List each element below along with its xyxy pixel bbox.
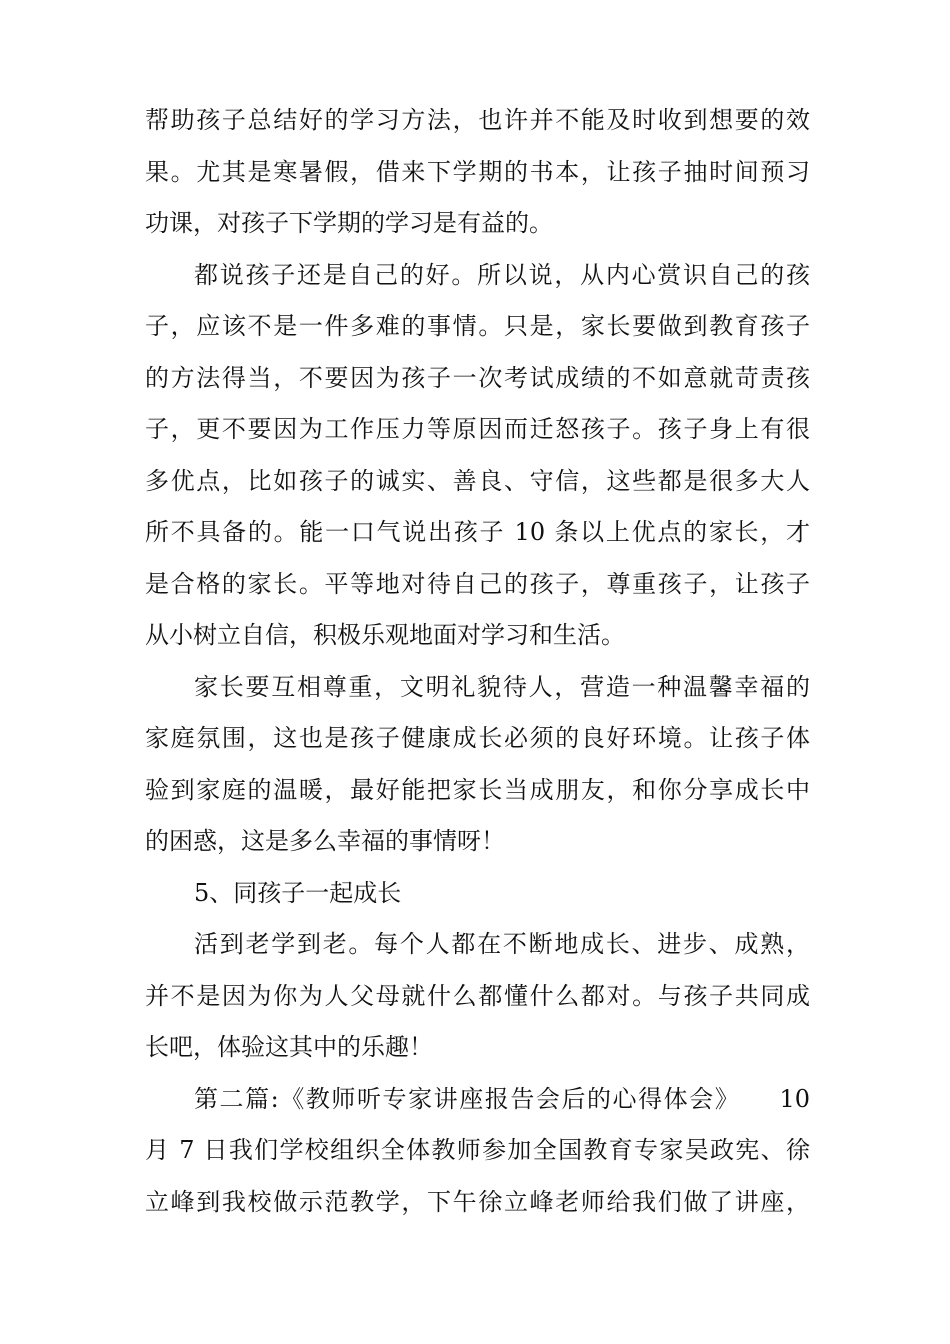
- text-line: 从小树立自信，积极乐观地面对学习和生活。: [145, 621, 625, 649]
- text-line: 都说孩子还是自己的好。所以说，从内心赏识自己的孩: [194, 260, 810, 289]
- text-line: 长吧，体验这其中的乐趣！: [145, 1033, 433, 1061]
- text-line: 立峰到我校做示范教学，下午徐立峰老师给我们做了讲座，: [145, 1187, 810, 1216]
- text-line: 验到家庭的温暖，最好能把家长当成朋友，和你分享成长中: [145, 775, 810, 804]
- text-line: 月 7 日我们学校组织全体教师参加全国教育专家吴政宪、徐: [145, 1136, 810, 1164]
- text-line: 多优点，比如孩子的诚实、善良、守信，这些都是很多大人: [145, 466, 810, 495]
- text-line: 是合格的家长。平等地对待自己的孩子，尊重孩子，让孩子: [145, 569, 810, 598]
- text-line: 子，应该不是一件多难的事情。只是，家长要做到教育孩子: [145, 312, 810, 340]
- text-line: 的方法得当，不要因为孩子一次考试成绩的不如意就苛责孩: [145, 363, 810, 392]
- text-line: 家庭氛围，这也是孩子健康成长必须的良好环境。让孩子体: [145, 724, 810, 752]
- text-line: 的困惑，这是多么幸福的事情呀！: [145, 827, 505, 855]
- text-line: 并不是因为你为人父母就什么都懂什么都对。与孩子共同成: [145, 981, 810, 1010]
- text-line: 果。尤其是寒暑假，借来下学期的书本，让孩子抽时间预习: [145, 157, 810, 186]
- text-line: 活到老学到老。每个人都在不断地成长、进步、成熟，: [194, 930, 810, 958]
- text-line: 5、同孩子一起成长: [194, 878, 402, 907]
- text-line: 子，更不要因为工作压力等原因而迁怒孩子。孩子身上有很: [145, 415, 810, 443]
- text-line: 第二篇:《教师听专家讲座报告会后的心得体会》 10: [194, 1084, 810, 1113]
- text-line: 功课，对孩子下学期的学习是有益的。: [145, 209, 553, 237]
- text-line: 所不具备的。能一口气说出孩子 10 条以上优点的家长，才: [145, 518, 810, 546]
- body-text: [145, 95, 810, 1228]
- text-line: 家长要互相尊重，文明礼貌待人，营造一种温馨幸福的: [194, 672, 810, 701]
- text-line: 帮助孩子总结好的学习方法，也许并不能及时收到想要的效: [145, 106, 810, 134]
